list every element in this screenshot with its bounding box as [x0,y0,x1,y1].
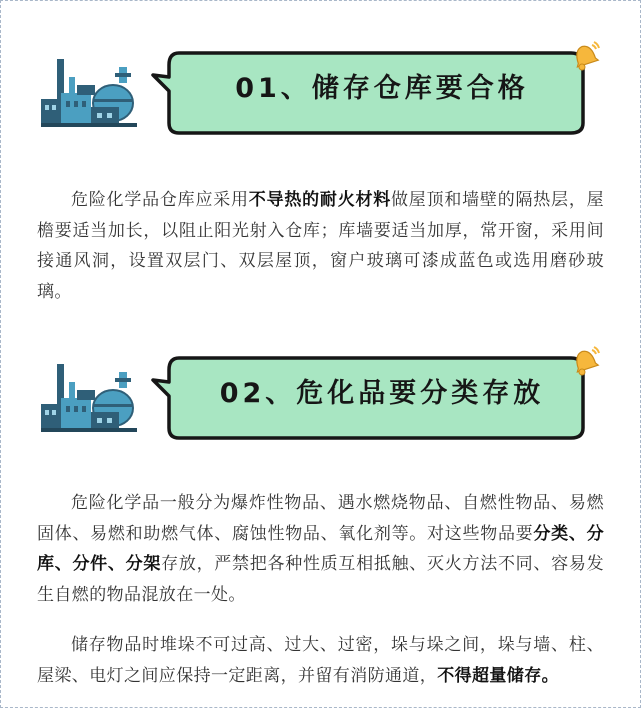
body-text: 做屋顶和墙壁的隔热层，屋檐要适当加长，以阻止阳光射入仓库；库墙要适当加厚，常开窗，采用间接通风洞，设置双层门、双层屋顶，窗户玻璃可漆成蓝色或选用磨砂玻璃。 [37,190,604,302]
body-text: 危险化学品仓库应采用 [71,190,249,210]
emphasis-text: 不得超量储存。 [437,665,560,686]
emphasis-text: 分类、分库、分件、分架 [37,523,604,574]
paragraph [37,185,604,307]
bell-icon [570,39,600,71]
title-bubble [149,350,593,444]
body-text: 存放，严禁把各种性质互相抵触、灭火方法不同、容易发生自燃的物品混放在一处。 [37,554,604,605]
section-header [1,39,640,151]
body-text: 危险化学品一般分为爆炸性物品、遇水燃烧物品、自燃性物品、易燃固体、易燃和助燃气体、腐蚀性物品、氧化剂等。对这些物品要 [37,493,604,544]
section-title: 01、储存仓库要合格 [235,73,529,104]
section-title: 02、危化品要分类存放 [219,378,545,409]
factory-icon [41,59,137,127]
section-header [1,344,640,456]
paragraph [37,488,604,610]
body-text: 储存物品时堆垛不可过高、过大、过密，垛与垛之间，垛与墙、柱、屋梁、电灯之间应保持一定距离，并留有消防通道， [37,635,604,686]
section-storage-warehouse [1,39,640,307]
bell-icon [570,344,600,376]
emphasis-text: 不导热的耐火材料 [248,190,392,210]
section-classified-storage [1,344,640,691]
title-bubble [149,45,593,139]
factory-icon [41,364,137,432]
paragraph [37,630,604,691]
